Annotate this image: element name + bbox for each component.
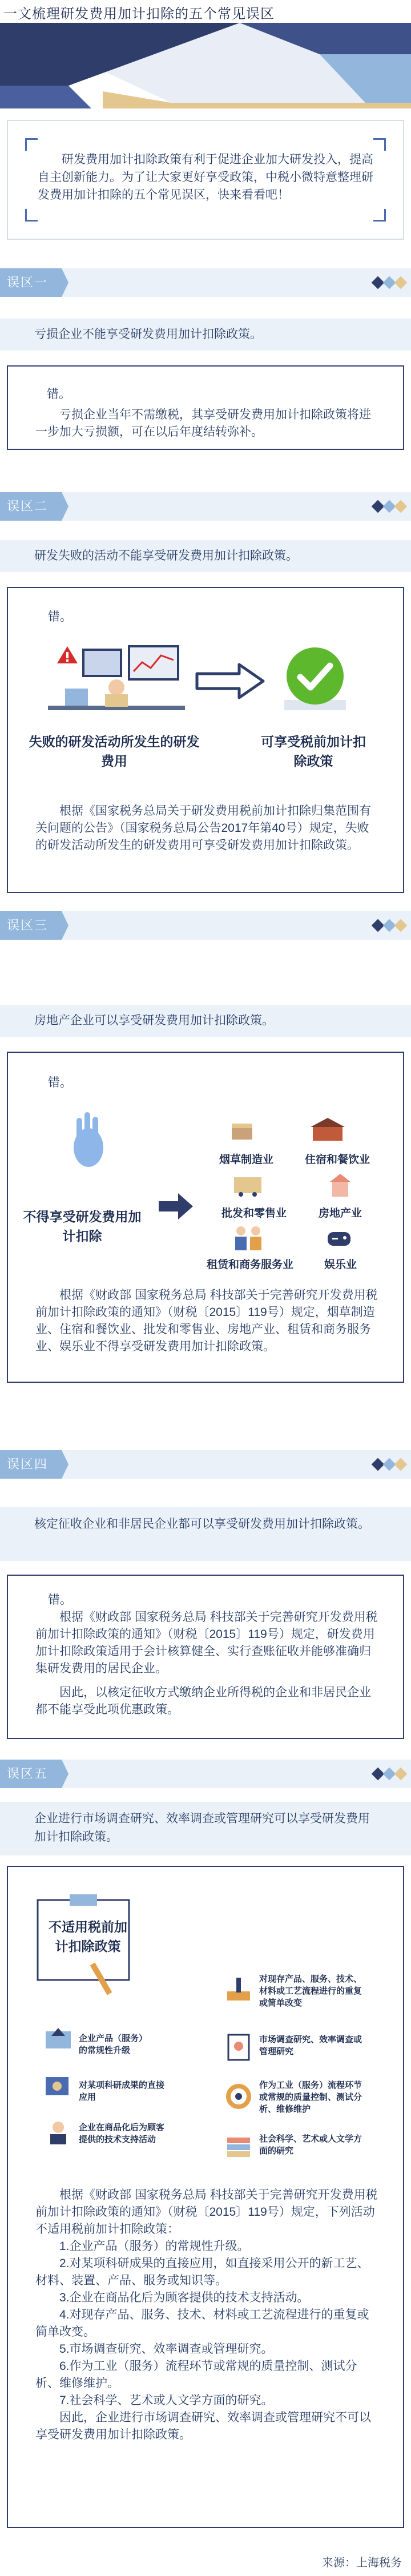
corner-mark xyxy=(373,138,386,151)
intro-text: 研发费用加计扣除政策有利于促进企业加大研发投入，提高自主创新能力。为了让大家更好享受政策，中税小微特意整理研发费用加计扣除的五个常见误区，快来看看吧！ xyxy=(38,153,373,202)
statement-5 xyxy=(0,1802,411,1855)
diamond-decoration xyxy=(371,921,405,931)
game-controller-icon xyxy=(325,1224,353,1251)
check-mark-icon xyxy=(281,645,349,714)
corner-mark xyxy=(373,209,386,222)
restaurant-icon xyxy=(311,1117,345,1142)
books-icon xyxy=(224,2134,253,2159)
explanation-paragraph: 亏损企业当年不需缴税，其享受研发费用加计扣除政策将进一步加大亏损额，可在以后年度结转弥补。 xyxy=(35,408,371,438)
section-header-3 xyxy=(0,911,411,940)
statement-3 xyxy=(0,1005,411,1037)
activity-label: 作为工业（服务）流程环节或常规的质量控制、测试分析、维修维护 xyxy=(259,2080,362,2114)
activity-label: 企业在商品化后为顾客提供的技术支持活动 xyxy=(79,2123,165,2144)
explanation-paragraph: 根据《财政部 国家税务总局 科技部关于完善研究开发费用税前加计扣除政策的通知》（财税〔2015〕119号）规定，研发费用加计扣除政策适用于会计核算健全、实行查账征收并能够准确归集研发费用的居民企业。 xyxy=(35,1611,378,1675)
arrow-right-icon xyxy=(158,1192,194,1221)
wrong-label: 错。 xyxy=(48,1076,72,1089)
arrow-right-icon xyxy=(194,661,268,701)
hand-stop-icon xyxy=(63,1108,114,1170)
section-tag: 误区四 xyxy=(0,1450,62,1479)
activity-label: 企业产品（服务）的常规性升级 xyxy=(79,2034,148,2055)
left-caption: 不适用税前加计扣除政策 xyxy=(49,1919,127,1954)
industry-label: 租赁和商务服务业 xyxy=(207,1259,294,1271)
industry-label: 烟草制造业 xyxy=(219,1154,274,1166)
answer-box-4 xyxy=(7,1575,404,1739)
explanation-paragraph: 根据《财政部 国家税务总局 科技部关于完善研究开发费用税前加计扣除政策的通知》（财税〔2015〕119号）规定，烟草制造业、住宿和餐饮业、批发和零售业、房地产业、租赁和商务服务业、娱乐业不得享受研发费用加计扣除政策。 xyxy=(35,1289,378,1353)
left-caption: 不得享受研发费用加计扣除 xyxy=(23,1209,142,1243)
section-header-2 xyxy=(0,492,411,521)
corner-mark xyxy=(25,209,38,222)
diamond-decoration xyxy=(371,502,405,512)
explanation-paragraph: 1.企业产品（服务）的常规性升级。 xyxy=(59,2240,249,2253)
statement-text: 亏损企业不能享受研发费用加计扣除政策。 xyxy=(34,328,262,341)
section-header-1 xyxy=(0,268,411,297)
answer-box-5 xyxy=(7,1866,404,2528)
section-tag: 误区一 xyxy=(0,268,62,297)
tools-icon xyxy=(224,1974,253,2004)
statement-text: 研发失败的活动不能享受研发费用加计扣除政策。 xyxy=(34,549,298,562)
statement-4 xyxy=(0,1507,411,1561)
wrong-label: 错。 xyxy=(47,388,71,401)
explanation-paragraph: 2.对某项科研成果的直接应用，如直接采用公开的新工艺、材料、装置、产品、服务或知识等。 xyxy=(35,2257,369,2287)
computer-desk-icon xyxy=(48,643,191,717)
section-header-5 xyxy=(0,1760,411,1788)
industry-label: 住宿和餐饮业 xyxy=(305,1154,370,1166)
explanation-paragraph: 因此，以核定征收方式缴纳企业所得税的企业和非居民企业都不能享受此项优惠政策。 xyxy=(35,1686,371,1716)
real-estate-icon xyxy=(328,1173,353,1198)
section-tag: 误区二 xyxy=(0,492,62,521)
customer-support-icon xyxy=(43,2118,73,2146)
statement-text: 核定征收企业和非居民企业都可以享受研发费用加计扣除政策。 xyxy=(34,1518,370,1531)
research-apply-icon xyxy=(43,2074,73,2099)
diamond-decoration xyxy=(371,278,405,288)
activity-label: 对某项科研成果的直接应用 xyxy=(79,2080,165,2102)
explanation-paragraph: 5.市场调查研究、效率调查或管理研究。 xyxy=(59,2342,273,2356)
activity-label: 对现存产品、服务、技术、材料或工艺流程进行的重复或简单改变 xyxy=(259,1974,362,2008)
survey-icon xyxy=(224,2032,253,2062)
statement-text: 企业进行市场调查研究、效率调查或管理研究可以享受研发费用加计扣除政策。 xyxy=(34,1812,370,1844)
answer-box-2 xyxy=(7,587,404,893)
explanation-paragraph: 7.社会科学、艺术或人文学方面的研究。 xyxy=(59,2394,273,2407)
source-footer: 来源：上海税务 xyxy=(322,2557,402,2569)
intro-box xyxy=(7,120,404,240)
answer-box-3 xyxy=(7,1052,404,1383)
explanation-paragraph: 因此，企业进行市场调查研究、效率调查或管理研究不可以享受研发费用加计扣除政策。 xyxy=(35,2411,371,2441)
diamond-decoration xyxy=(371,1769,405,1780)
wrong-label: 错。 xyxy=(48,610,72,623)
section-tag: 误区三 xyxy=(0,911,62,940)
wrong-label: 错。 xyxy=(48,1593,72,1607)
shop-cart-icon xyxy=(231,1172,265,1197)
header-banner xyxy=(0,0,411,120)
quality-control-icon xyxy=(224,2082,253,2111)
explanation-paragraph: 根据《财政部 国家税务总局 科技部关于完善研究开发费用税前加计扣除政策的通知》（财税〔2015〕119号）规定，下列活动不适用税前加计扣除政策： xyxy=(35,2188,378,2236)
industry-label: 娱乐业 xyxy=(324,1259,357,1271)
upgrade-icon xyxy=(43,2027,73,2052)
industry-label: 批发和零售业 xyxy=(221,1208,287,1219)
tobacco-icon xyxy=(229,1119,255,1142)
statement-1 xyxy=(0,319,411,351)
explanation-paragraph: 根据《国家税务总局关于研发费用税前加计扣除归集范围有关问题的公告》（国家税务总局公告2017年第40号）规定，失败的研发活动所发生的研发费用可享受研发费用加计扣除政策。 xyxy=(35,804,371,852)
section-tag: 误区五 xyxy=(0,1760,62,1788)
section-header-4 xyxy=(0,1450,411,1479)
explanation-paragraph: 3.企业在商品化后为顾客提供的技术支持活动。 xyxy=(59,2291,309,2304)
statement-text: 房地产企业可以享受研发费用加计扣除政策。 xyxy=(34,1014,274,1027)
statement-2 xyxy=(0,540,411,572)
page-title: 一文梳理研发费用加计扣除的五个常见误区 xyxy=(3,6,275,22)
corner-mark xyxy=(25,138,38,151)
activity-label: 市场调查研究、效率调查或管理研究 xyxy=(259,2035,362,2056)
industry-label: 房地产业 xyxy=(319,1208,362,1219)
activity-label: 社会科学、艺术或人文学方面的研究 xyxy=(259,2134,362,2156)
answer-box-1 xyxy=(7,365,404,450)
right-caption: 可享受税前加计扣除政策 xyxy=(261,734,366,768)
business-people-icon xyxy=(231,1224,267,1251)
explanation-paragraph: 4.对现存产品、服务、技术、材料或工艺流程进行的重复或简单改变。 xyxy=(35,2308,369,2338)
left-caption: 失败的研发活动所发生的研发费用 xyxy=(29,734,200,768)
explanation-paragraph: 6.作为工业（服务）流程环节或常规的质量控制、测试分析、维修维护。 xyxy=(35,2360,357,2390)
diamond-decoration xyxy=(371,1460,405,1470)
